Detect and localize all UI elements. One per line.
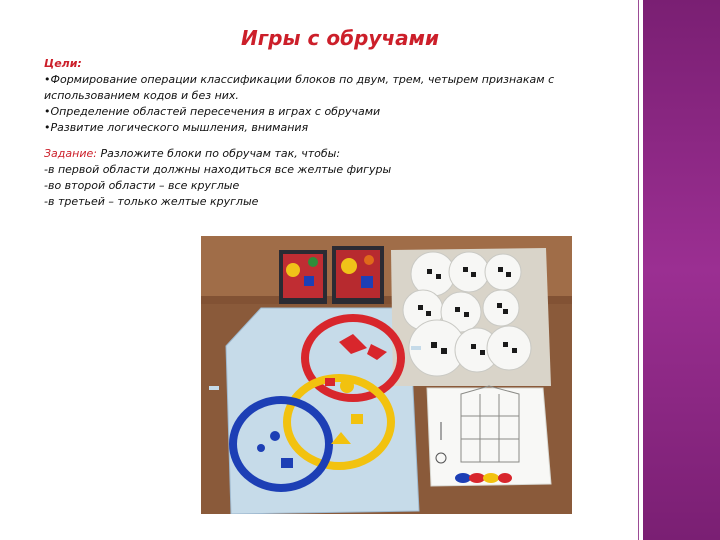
goal-item: •Формирование операции классификации блоков по двум, трем, четырем признакам с: [44, 73, 555, 86]
side-decor-bar: [643, 0, 720, 540]
goal-item: использованием кодов и без них.: [44, 89, 239, 102]
side-divider-line: [638, 0, 639, 540]
task-item: -в первой области должны находиться все желтые фигуры: [44, 163, 392, 176]
task-item: -во второй области – все круглые: [44, 179, 240, 192]
goal-item: •Определение областей пересечения в играх с обручами: [44, 105, 381, 118]
task-item: -в третьей – только желтые круглые: [44, 195, 259, 208]
task-intro: Разложите блоки по обручам так, чтобы:: [96, 147, 341, 160]
slide-body: [44, 56, 604, 210]
slide-title: Игры с обручами: [240, 26, 440, 50]
photo-illustration: [201, 236, 572, 514]
task-line: [44, 146, 604, 162]
goal-item: •Развитие логического мышления, внимания: [44, 121, 309, 134]
goals-label: Цели:: [44, 57, 82, 70]
task-label: Задание:: [44, 147, 97, 160]
photo-hoops-game: [201, 236, 572, 514]
